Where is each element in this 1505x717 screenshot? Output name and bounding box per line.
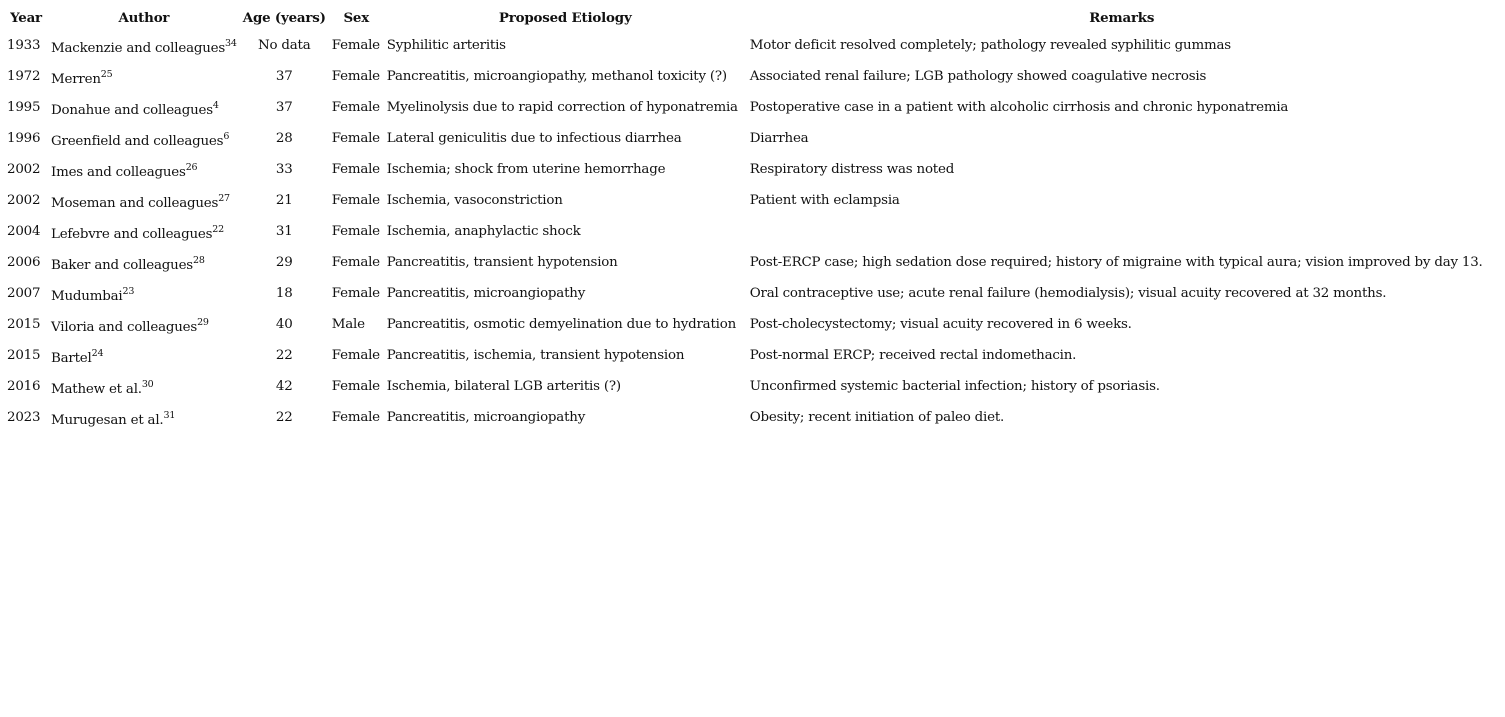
reference-number: 28 [192, 255, 205, 266]
cell-remarks: Post-normal ERCP; received rectal indomethacin. [749, 348, 1077, 363]
reference-number: 29 [197, 317, 209, 328]
cell-age: 29 [275, 255, 293, 270]
header-author: Author [118, 9, 170, 26]
cell-etiology: Lateral geniculitis due to infectious diarrhea [386, 131, 682, 146]
author-name: Greenfield and colleagues [51, 134, 224, 149]
cell-etiology: Ischemia; shock from uterine hemorrhage [386, 162, 666, 177]
cell-age: 33 [275, 162, 293, 177]
reference-number: 23 [122, 286, 135, 297]
cell-remarks: Patient with eclampsia [749, 193, 900, 208]
cell-age: 22 [275, 410, 293, 425]
reference-number: 30 [141, 379, 154, 390]
cell-etiology: Pancreatitis, microangiopathy, methanol toxicity (?) [386, 69, 727, 84]
cell-age: 22 [275, 348, 293, 363]
table-row [4, 402, 1497, 433]
table-row [4, 30, 1497, 61]
cell-remarks: Respiratory distress was noted [749, 162, 955, 177]
header-year: Year [10, 9, 42, 26]
cell-age: No data [257, 38, 311, 53]
cell-sex: Female [331, 38, 380, 53]
cell-remarks: Diarrhea [749, 131, 809, 146]
cell-sex: Female [331, 69, 380, 84]
reference-number: 25 [100, 69, 113, 80]
author-name: Donahue and colleagues [51, 103, 213, 118]
reference-number: 22 [212, 224, 224, 235]
table-row [4, 371, 1497, 402]
cell-sex: Female [331, 379, 380, 394]
author-name: Bartel [51, 351, 92, 366]
author-name: Lefebvre and colleagues [51, 227, 213, 242]
reference-number: 31 [163, 410, 176, 421]
cell-author [48, 278, 240, 309]
cell-year: 2015 [7, 317, 41, 332]
cell-remarks [747, 216, 1497, 247]
reference-number: 4 [212, 100, 219, 111]
cell-author [48, 402, 240, 433]
cell-author [48, 123, 240, 154]
cell-author [48, 340, 240, 371]
author-name: Mathew et al. [51, 382, 142, 397]
header-sex: Sex [343, 9, 370, 26]
header-age: Age (years) [242, 9, 326, 26]
cell-etiology: Ischemia, anaphylactic shock [386, 224, 581, 239]
author-name: Baker and colleagues [51, 258, 193, 273]
reference-number: 27 [218, 193, 230, 204]
cell-year: 1995 [7, 100, 41, 115]
cell-sex: Male [331, 317, 365, 332]
cell-etiology: Pancreatitis, microangiopathy [386, 286, 586, 301]
table-row [4, 92, 1497, 123]
cell-remarks: Oral contraceptive use; acute renal failure (hemodialysis); visual acuity recovered at 32 months. [749, 286, 1387, 301]
cell-remarks: Unconfirmed systemic bacterial infection; history of psoriasis. [749, 379, 1160, 394]
cell-year: 2016 [7, 379, 41, 394]
reference-number: 6 [223, 131, 230, 142]
cell-year: 2004 [7, 224, 41, 239]
cell-author [48, 216, 240, 247]
table-row [4, 216, 1497, 247]
cell-author [48, 185, 240, 216]
cell-year: 2023 [7, 410, 41, 425]
cell-remarks: Associated renal failure; LGB pathology showed coagulative necrosis [749, 69, 1207, 84]
cell-remarks: Obesity; recent initiation of paleo diet. [749, 410, 1005, 425]
cell-year: 1996 [7, 131, 41, 146]
header-row [4, 5, 1497, 30]
cell-sex: Female [331, 224, 380, 239]
cell-author [48, 92, 240, 123]
cell-year: 2006 [7, 255, 41, 270]
cell-year: 2002 [7, 193, 41, 208]
table-row [4, 154, 1497, 185]
cell-remarks: Postoperative case in a patient with alcoholic cirrhosis and chronic hyponatremia [749, 100, 1289, 115]
reference-number: 26 [185, 162, 198, 173]
cell-etiology: Myelinolysis due to rapid correction of hyponatremia [386, 100, 738, 115]
cell-author [48, 154, 240, 185]
cell-author [48, 30, 240, 61]
cell-etiology: Syphilitic arteritis [386, 38, 506, 53]
cell-etiology: Pancreatitis, ischemia, transient hypotension [386, 348, 685, 363]
author-name: Moseman and colleagues [51, 196, 219, 211]
table-row [4, 309, 1497, 340]
author-name: Merren [51, 72, 101, 87]
author-name: Murugesan et al. [51, 413, 164, 428]
author-name: Viloria and colleagues [51, 320, 198, 335]
cell-etiology: Ischemia, bilateral LGB arteritis (?) [386, 379, 621, 394]
table-row [4, 340, 1497, 371]
cell-age: 18 [275, 286, 293, 301]
cell-age: 37 [275, 100, 293, 115]
cell-author [48, 309, 240, 340]
author-name: Mackenzie and colleagues [51, 41, 226, 56]
cell-age: 21 [275, 193, 293, 208]
cell-etiology: Pancreatitis, microangiopathy [386, 410, 586, 425]
author-name: Imes and colleagues [51, 165, 186, 180]
cell-author [48, 61, 240, 92]
reference-number: 24 [91, 348, 104, 359]
cell-remarks: Motor deficit resolved completely; pathology revealed syphilitic gummas [749, 38, 1231, 53]
cell-sex: Female [331, 162, 380, 177]
cell-sex: Female [331, 410, 380, 425]
cell-year: 1933 [7, 38, 41, 53]
cell-age: 42 [275, 379, 293, 394]
cell-remarks: Post-cholecystectomy; visual acuity recovered in 6 weeks. [749, 317, 1132, 332]
cell-age: 28 [275, 131, 293, 146]
cell-age: 37 [275, 69, 293, 84]
header-remarks: Remarks [1089, 9, 1155, 26]
cell-sex: Female [331, 255, 380, 270]
cell-sex: Female [331, 286, 380, 301]
reference-number: 34 [225, 38, 237, 49]
cell-sex: Female [331, 348, 380, 363]
cell-remarks: Post-ERCP case; high sedation dose required; history of migraine with typical aura; vision improved by day 13. [749, 255, 1483, 270]
cell-sex: Female [331, 100, 380, 115]
cell-etiology: Pancreatitis, transient hypotension [386, 255, 618, 270]
cell-author [48, 371, 240, 402]
cell-year: 2002 [7, 162, 41, 177]
cell-age: 31 [275, 224, 293, 239]
cell-age: 40 [275, 317, 293, 332]
table-row [4, 61, 1497, 92]
table-row [4, 247, 1497, 278]
header-etiology: Proposed Etiology [498, 9, 632, 26]
cell-etiology: Pancreatitis, osmotic demyelination due to hydration [386, 317, 737, 332]
cell-author [48, 247, 240, 278]
cell-sex: Female [331, 131, 380, 146]
table-row [4, 185, 1497, 216]
cell-year: 2007 [7, 286, 41, 301]
cell-year: 2015 [7, 348, 41, 363]
cell-sex: Female [331, 193, 380, 208]
table-row [4, 123, 1497, 154]
cell-year: 1972 [7, 69, 41, 84]
cell-etiology: Ischemia, vasoconstriction [386, 193, 563, 208]
table-row [4, 278, 1497, 309]
author-name: Mudumbai [51, 289, 123, 304]
case-table [4, 5, 1497, 433]
